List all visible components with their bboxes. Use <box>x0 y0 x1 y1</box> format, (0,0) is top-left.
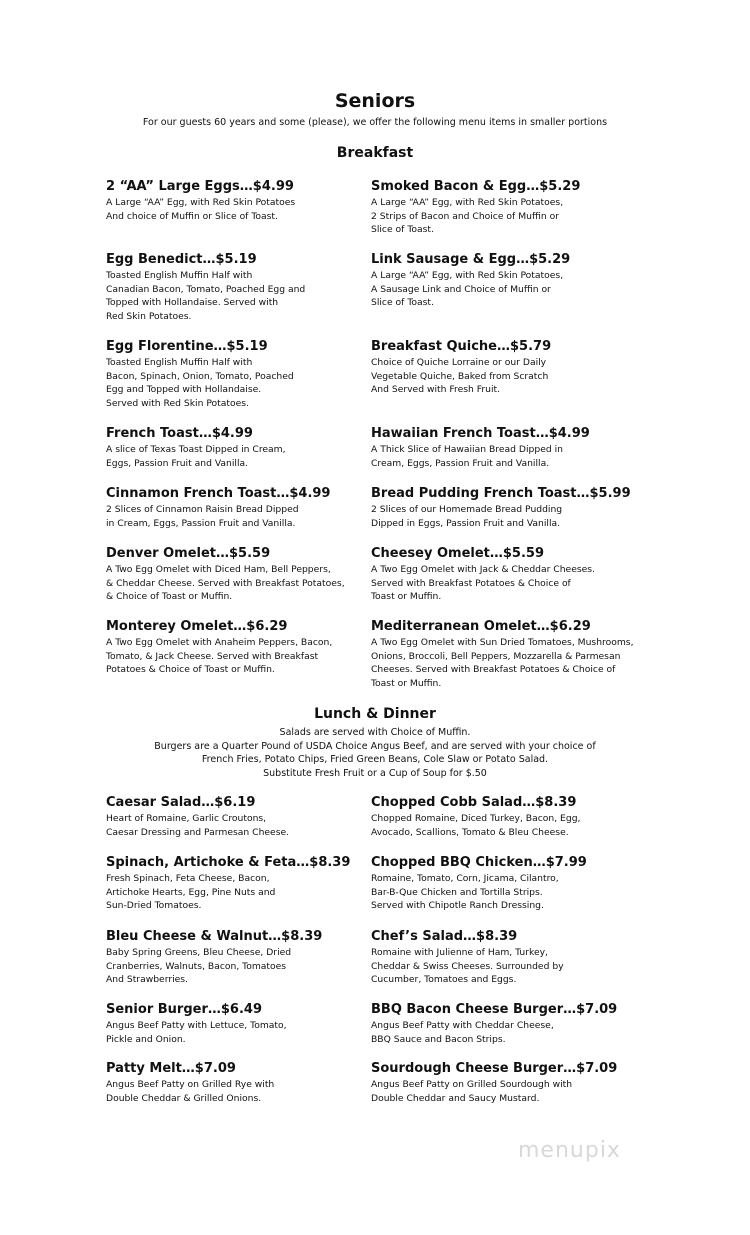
description-line: A Large “AA” Egg, with Red Skin Potatoes <box>106 197 296 208</box>
menu-item-name: French Toast…$4.99 <box>106 426 253 441</box>
menu-item-name: Senior Burger…$6.49 <box>106 1002 262 1017</box>
menu-item <box>371 619 641 690</box>
description-line: Onions, Broccoli, Bell Peppers, Mozzarella & Parmesan <box>371 650 621 662</box>
menu-item-name: Bleu Cheese & Walnut…$8.39 <box>106 929 323 944</box>
description-line: A Two Egg Omelet with Diced Ham, Bell Peppers, <box>106 564 331 575</box>
description-line: Cheddar & Swiss Cheeses. Surrounded by <box>371 960 564 972</box>
description-line: Slice of Toast. <box>371 297 434 309</box>
menu-item-description <box>106 443 376 470</box>
description-line: Sun-Dried Tomatoes. <box>106 900 202 912</box>
description-line: Angus Beef Patty with Cheddar Cheese, <box>371 1020 554 1031</box>
menu-item <box>371 929 641 987</box>
menu-item-description <box>371 812 641 839</box>
description-line: Caesar Dressing and Parmesan Cheese. <box>106 826 290 838</box>
menu-item-description <box>371 196 641 237</box>
menu-item <box>106 179 376 223</box>
description-line: Chopped Romaine, Diced Turkey, Bacon, Egg, <box>371 813 581 824</box>
lunch-note: French Fries, Potato Chips, Fried Green Beans, Cole Slaw or Potato Salad. <box>201 754 549 765</box>
description-line: Double Cheddar & Grilled Onions. <box>106 1092 262 1104</box>
menu-item-name: Chef’s Salad…$8.39 <box>371 929 518 944</box>
description-line: Topped with Hollandaise. Served with <box>106 297 279 309</box>
description-line: A Two Egg Omelet with Anaheim Peppers, Bacon, <box>106 637 333 648</box>
description-line: Cucumber, Tomatoes and Eggs. <box>371 974 517 986</box>
menu-item-name: Mediterranean Omelet…$6.29 <box>371 619 591 634</box>
menu-item-name: Cinnamon French Toast…$4.99 <box>106 486 331 501</box>
menu-item-description <box>371 1078 641 1105</box>
description-line: 2 Strips of Bacon and Choice of Muffin or <box>371 210 559 222</box>
description-line: Avocado, Scallions, Tomato & Bleu Cheese. <box>371 826 569 838</box>
menu-item-description <box>106 1019 376 1046</box>
menu-item-description <box>371 269 641 310</box>
menu-item <box>106 426 376 470</box>
menu-item-description <box>371 872 641 913</box>
menu-item-description <box>106 1078 376 1105</box>
lunch-note: Salads are served with Choice of Muffin. <box>279 727 471 738</box>
menu-item-name: Hawaiian French Toast…$4.99 <box>371 426 590 441</box>
description-line: Toast or Muffin. <box>371 591 442 603</box>
menu-item-name: Caesar Salad…$6.19 <box>106 795 256 810</box>
menu-item-name: BBQ Bacon Cheese Burger…$7.09 <box>371 1002 618 1017</box>
menu-item-name: Bread Pudding French Toast…$5.99 <box>371 486 631 501</box>
description-line: Potatoes & Choice of Toast or Muffin. <box>106 664 275 676</box>
menu-item <box>371 426 641 470</box>
menu-item-description <box>106 503 376 530</box>
menu-item <box>106 1061 376 1105</box>
page-subtitle: For our guests 60 years and some (please), we offer the following menu items in smaller portions <box>142 117 608 128</box>
menu-item <box>106 1002 376 1046</box>
menu-item-name: Monterey Omelet…$6.29 <box>106 619 288 634</box>
description-line: Tomato, & Jack Cheese. Served with Breakfast <box>106 650 319 662</box>
description-line: Vegetable Quiche, Baked from Scratch <box>371 370 549 382</box>
menu-item-name: Patty Melt…$7.09 <box>106 1061 236 1076</box>
lunch-notes <box>0 726 750 780</box>
description-line: 2 Slices of Cinnamon Raisin Bread Dipped <box>106 504 299 515</box>
menu-item-name: Sourdough Cheese Burger…$7.09 <box>371 1061 618 1076</box>
menu-item-description <box>371 946 641 987</box>
menu-item-description <box>371 636 641 690</box>
description-line: & Choice of Toast or Muffin. <box>106 591 233 603</box>
description-line: Artichoke Hearts, Egg, Pine Nuts and <box>106 886 276 898</box>
menu-item-name: Chopped Cobb Salad…$8.39 <box>371 795 577 810</box>
menu-item <box>371 486 641 530</box>
menu-item-name: Cheesey Omelet…$5.59 <box>371 546 545 561</box>
description-line: Toast or Muffin. <box>371 677 442 689</box>
menu-item-description <box>106 356 376 410</box>
watermark-logo: menupix <box>518 1138 621 1163</box>
description-line: Served with Breakfast Potatoes & Choice of <box>371 577 571 589</box>
description-line: Eggs, Passion Fruit and Vanilla. <box>106 457 249 469</box>
menu-item-name: Denver Omelet…$5.59 <box>106 546 271 561</box>
menu-item <box>371 179 641 237</box>
menu-item-name: Chopped BBQ Chicken…$7.99 <box>371 855 587 870</box>
description-line: BBQ Sauce and Bacon Strips. <box>371 1033 506 1045</box>
description-line: Double Cheddar and Saucy Mustard. <box>371 1092 540 1104</box>
menu-item <box>106 486 376 530</box>
menu-item-description <box>371 356 641 397</box>
description-line: Baby Spring Greens, Bleu Cheese, Dried <box>106 947 292 958</box>
menu-item <box>371 546 641 604</box>
description-line: Served with Red Skin Potatoes. <box>106 397 249 409</box>
menu-item-description <box>106 946 376 987</box>
description-line: And choice of Muffin or Slice of Toast. <box>106 210 278 222</box>
menu-item <box>371 252 641 310</box>
menu-item-name: Link Sausage & Egg…$5.29 <box>371 252 571 267</box>
description-line: And Served with Fresh Fruit. <box>371 384 501 396</box>
menu-item <box>106 546 376 604</box>
description-line: A Sausage Link and Choice of Muffin or <box>371 283 551 295</box>
description-line: Angus Beef Patty on Grilled Sourdough with <box>371 1079 573 1090</box>
menu-item-name: Egg Florentine…$5.19 <box>106 339 268 354</box>
description-line: Heart of Romaine, Garlic Croutons, <box>106 813 267 824</box>
lunch-dinner-heading: Lunch & Dinner <box>314 706 436 722</box>
description-line: Bar-B-Que Chicken and Tortilla Strips. <box>371 886 543 898</box>
menu-item <box>106 252 376 323</box>
menu-item <box>106 619 376 677</box>
menu-item <box>106 795 376 839</box>
menu-item-description <box>106 872 376 913</box>
description-line: A Thick Slice of Hawaiian Bread Dipped in <box>371 444 563 455</box>
menu-item <box>371 1002 641 1046</box>
description-line: A Large “AA” Egg, with Red Skin Potatoes, <box>371 197 564 208</box>
description-line: Canadian Bacon, Tomato, Poached Egg and <box>106 283 306 295</box>
menu-item-description <box>371 563 641 604</box>
menu-item <box>106 339 376 410</box>
description-line: Dipped in Eggs, Passion Fruit and Vanilla. <box>371 517 561 529</box>
description-line: Angus Beef Patty on Grilled Rye with <box>106 1079 275 1090</box>
description-line: Toasted English Muffin Half with <box>106 357 253 368</box>
page-title: Seniors <box>334 90 416 112</box>
lunch-note: Burgers are a Quarter Pound of USDA Choice Angus Beef, and are served with your choice of <box>154 740 596 752</box>
description-line: in Cream, Eggs, Passion Fruit and Vanilla. <box>106 517 296 529</box>
description-line: Slice of Toast. <box>371 224 434 236</box>
menu-item-description <box>371 443 641 470</box>
menu-item-name: Smoked Bacon & Egg…$5.29 <box>371 179 581 194</box>
description-line: Pickle and Onion. <box>106 1033 186 1045</box>
description-line: Served with Chipotle Ranch Dressing. <box>371 900 544 912</box>
menu-item-description <box>106 196 376 223</box>
menu-item-description <box>106 812 376 839</box>
menu-item-name: Spinach, Artichoke & Feta…$8.39 <box>106 855 351 870</box>
menu-item-description <box>371 503 641 530</box>
menu-item-description <box>106 563 376 604</box>
description-line: A Two Egg Omelet with Sun Dried Tomatoes, Mushrooms, <box>371 637 634 648</box>
lunch-note: Substitute Fresh Fruit or a Cup of Soup for $.50 <box>263 767 487 779</box>
menu-item <box>371 795 641 839</box>
description-line: Cranberries, Walnuts, Bacon, Tomatoes <box>106 960 287 972</box>
breakfast-heading: Breakfast <box>336 145 414 161</box>
menu-item <box>371 855 641 913</box>
description-line: A slice of Texas Toast Dipped in Cream, <box>106 444 286 455</box>
description-line: Angus Beef Patty with Lettuce, Tomato, <box>106 1020 287 1031</box>
menu-item <box>371 1061 641 1105</box>
description-line: A Two Egg Omelet with Jack & Cheddar Cheeses. <box>371 564 596 575</box>
menu-item-name: 2 “AA” Large Eggs…$4.99 <box>106 179 294 194</box>
menu-item-description <box>106 269 376 323</box>
description-line: Toasted English Muffin Half with <box>106 270 253 281</box>
description-line: Romaine, Tomato, Corn, Jicama, Cilantro, <box>371 873 559 884</box>
description-line: And Strawberries. <box>106 974 189 986</box>
description-line: Cheeses. Served with Breakfast Potatoes & Choice of <box>371 664 616 676</box>
description-line: Fresh Spinach, Feta Cheese, Bacon, <box>106 873 270 884</box>
menu-item <box>106 855 376 913</box>
description-line: Egg and Topped with Hollandaise. <box>106 384 262 396</box>
description-line: Choice of Quiche Lorraine or our Daily <box>371 357 547 368</box>
description-line: Cream, Eggs, Passion Fruit and Vanilla. <box>371 457 550 469</box>
description-line: Romaine with Julienne of Ham, Turkey, <box>371 947 548 958</box>
description-line: Bacon, Spinach, Onion, Tomato, Poached <box>106 370 294 382</box>
description-line: & Cheddar Cheese. Served with Breakfast Potatoes, <box>106 577 345 589</box>
menu-item-name: Egg Benedict…$5.19 <box>106 252 257 267</box>
menu-item-name: Breakfast Quiche…$5.79 <box>371 339 552 354</box>
menu-item-description <box>371 1019 641 1046</box>
description-line: Red Skin Potatoes. <box>106 310 192 322</box>
description-line: A Large “AA” Egg, with Red Skin Potatoes, <box>371 270 564 281</box>
menu-item <box>371 339 641 397</box>
description-line: 2 Slices of our Homemade Bread Pudding <box>371 504 563 515</box>
menu-item <box>106 929 376 987</box>
menu-item-description <box>106 636 376 677</box>
